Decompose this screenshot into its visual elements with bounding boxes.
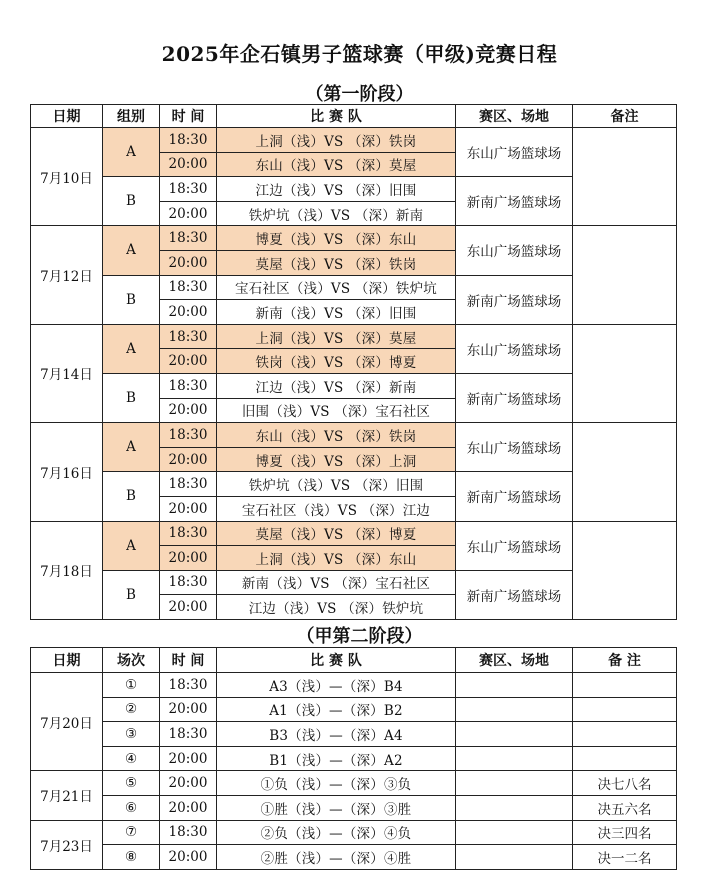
venue-cell: 新南广场篮球场 [456, 373, 573, 422]
header-time: 时 间 [160, 648, 217, 673]
match-cell: 旧围（浅）VS （深）宝石社区 [217, 398, 456, 423]
table-row [31, 771, 677, 796]
table-row [31, 423, 677, 448]
match-cell: 江边（浅）VS （深）新南 [217, 373, 456, 398]
table-row [31, 324, 677, 349]
time-cell: 18:30 [160, 673, 217, 698]
time-cell: 18:30 [160, 472, 217, 497]
time-cell: 18:30 [160, 324, 217, 349]
venue-cell: 东山广场篮球场 [456, 521, 573, 570]
stage2-schedule-table [30, 647, 677, 870]
note-cell [573, 521, 677, 619]
match-cell: 莫屋（浅）VS （深）铁岗 [217, 250, 456, 275]
venue-cell [456, 746, 573, 771]
note-cell [573, 423, 677, 521]
match-cell: 新南（浅）VS （深）旧围 [217, 300, 456, 325]
header-date: 日期 [31, 105, 103, 128]
round-cell: ⑤ [103, 771, 160, 796]
date-cell: 7月23日 [31, 820, 103, 869]
match-cell: 宝石社区（浅）VS （深）铁炉坑 [217, 275, 456, 300]
time-cell: 20:00 [160, 546, 217, 571]
venue-cell: 东山广场篮球场 [456, 423, 573, 472]
time-cell: 18:30 [160, 128, 217, 153]
match-cell: 铁炉坑（浅）VS （深）旧围 [217, 472, 456, 497]
page-title: 2025年企石镇男子篮球赛（甲级)竞赛日程 [161, 42, 558, 66]
date-cell: 7月12日 [31, 226, 103, 324]
time-cell: 20:00 [160, 201, 217, 226]
stage1-schedule-table [30, 104, 677, 620]
match-cell: 宝石社区（浅）VS （深）江边 [217, 496, 456, 521]
venue-cell [456, 673, 573, 698]
header-venue: 赛区、场地 [456, 105, 573, 128]
header-note: 备注 [573, 105, 677, 128]
venue-cell [456, 795, 573, 820]
venue-cell [456, 820, 573, 845]
match-cell: ①负（浅）—（深）③负 [217, 771, 456, 796]
note-cell: 决一二名 [573, 845, 677, 870]
note-cell: 决七八名 [573, 771, 677, 796]
group-cell: B [103, 472, 160, 521]
venue-cell [456, 845, 573, 870]
match-cell: 东山（浅）VS （深）铁岗 [217, 423, 456, 448]
time-cell: 18:30 [160, 177, 217, 202]
match-cell: 新南（浅）VS （深）宝石社区 [217, 570, 456, 595]
match-cell: A1（浅）—（深）B2 [217, 697, 456, 722]
table-row [31, 128, 677, 153]
group-cell: A [103, 128, 160, 177]
time-cell: 18:30 [160, 226, 217, 251]
time-cell: 20:00 [160, 771, 217, 796]
time-cell: 20:00 [160, 697, 217, 722]
match-cell: 铁岗（浅）VS （深）博夏 [217, 349, 456, 374]
date-cell: 7月21日 [31, 771, 103, 820]
venue-cell [456, 771, 573, 796]
match-cell: ②胜（浅）—（深）④胜 [217, 845, 456, 870]
header-date: 日期 [31, 648, 103, 673]
time-cell: 20:00 [160, 746, 217, 771]
match-cell: 莫屋（浅）VS （深）博夏 [217, 521, 456, 546]
table-row [31, 722, 677, 747]
note-cell [573, 673, 677, 698]
match-cell: B3（浅）—（深）A4 [217, 722, 456, 747]
venue-cell: 新南广场篮球场 [456, 275, 573, 324]
table-row [31, 673, 677, 698]
group-cell: B [103, 570, 160, 619]
note-cell: 决五六名 [573, 795, 677, 820]
match-cell: 铁炉坑（浅）VS （深）新南 [217, 201, 456, 226]
match-cell: ①胜（浅）—（深）③胜 [217, 795, 456, 820]
time-cell: 20:00 [160, 250, 217, 275]
group-cell: A [103, 521, 160, 570]
header-venue: 赛区、场地 [456, 648, 573, 673]
header-round: 场次 [103, 648, 160, 673]
table-row [31, 795, 677, 820]
header-match: 比 赛 队 [217, 105, 456, 128]
time-cell: 18:30 [160, 570, 217, 595]
table-row [31, 697, 677, 722]
venue-cell: 东山广场篮球场 [456, 128, 573, 177]
group-cell: A [103, 324, 160, 373]
time-cell: 18:30 [160, 521, 217, 546]
time-cell: 20:00 [160, 447, 217, 472]
table-row [31, 845, 677, 870]
group-cell: A [103, 423, 160, 472]
round-cell: ② [103, 697, 160, 722]
note-cell [573, 697, 677, 722]
date-cell: 7月10日 [31, 128, 103, 226]
venue-cell [456, 722, 573, 747]
table-row [31, 746, 677, 771]
date-cell: 7月14日 [31, 324, 103, 422]
stage1-header-row [31, 105, 677, 128]
time-cell: 20:00 [160, 398, 217, 423]
venue-cell: 新南广场篮球场 [456, 177, 573, 226]
time-cell: 20:00 [160, 496, 217, 521]
match-cell: 江边（浅）VS （深）旧围 [217, 177, 456, 202]
match-cell: B1（浅）—（深）A2 [217, 746, 456, 771]
table-row [31, 521, 677, 546]
note-cell [573, 226, 677, 324]
note-cell [573, 324, 677, 422]
venue-cell: 新南广场篮球场 [456, 570, 573, 619]
match-cell: 上洞（浅）VS （深）东山 [217, 546, 456, 571]
match-cell: A3（浅）—（深）B4 [217, 673, 456, 698]
match-cell: 博夏（浅）VS （深）上洞 [217, 447, 456, 472]
time-cell: 20:00 [160, 349, 217, 374]
match-cell: 东山（浅）VS （深）莫屋 [217, 152, 456, 177]
round-cell: ① [103, 673, 160, 698]
venue-cell: 新南广场篮球场 [456, 472, 573, 521]
note-cell: 决三四名 [573, 820, 677, 845]
time-cell: 18:30 [160, 275, 217, 300]
round-cell: ④ [103, 746, 160, 771]
match-cell: 上洞（浅）VS （深）铁岗 [217, 128, 456, 153]
round-cell: ③ [103, 722, 160, 747]
time-cell: 18:30 [160, 373, 217, 398]
round-cell: ⑦ [103, 820, 160, 845]
note-cell [573, 128, 677, 226]
venue-cell: 东山广场篮球场 [456, 324, 573, 373]
note-cell [573, 722, 677, 747]
match-cell: 江边（浅）VS （深）铁炉坑 [217, 595, 456, 620]
venue-cell: 东山广场篮球场 [456, 226, 573, 275]
note-cell [573, 746, 677, 771]
table-row [31, 820, 677, 845]
table-row [31, 226, 677, 251]
time-cell: 20:00 [160, 152, 217, 177]
time-cell: 20:00 [160, 795, 217, 820]
time-cell: 20:00 [160, 845, 217, 870]
stage2-header-row [31, 648, 677, 673]
match-cell: ②负（浅）—（深）④负 [217, 820, 456, 845]
header-time: 时 间 [160, 105, 217, 128]
header-match: 比 赛 队 [217, 648, 456, 673]
group-cell: A [103, 226, 160, 275]
match-cell: 博夏（浅）VS （深）东山 [217, 226, 456, 251]
time-cell: 20:00 [160, 300, 217, 325]
round-cell: ⑧ [103, 845, 160, 870]
stage2-heading: （甲第二阶段） [296, 626, 423, 647]
match-cell: 上洞（浅）VS （深）莫屋 [217, 324, 456, 349]
date-cell: 7月20日 [31, 673, 103, 771]
header-group: 组别 [103, 105, 160, 128]
group-cell: B [103, 373, 160, 422]
round-cell: ⑥ [103, 795, 160, 820]
group-cell: B [103, 275, 160, 324]
stage1-heading: （第一阶段） [305, 84, 414, 105]
time-cell: 18:30 [160, 820, 217, 845]
time-cell: 20:00 [160, 595, 217, 620]
date-cell: 7月18日 [31, 521, 103, 619]
group-cell: B [103, 177, 160, 226]
time-cell: 18:30 [160, 722, 217, 747]
venue-cell [456, 697, 573, 722]
header-note: 备 注 [573, 648, 677, 673]
time-cell: 18:30 [160, 423, 217, 448]
date-cell: 7月16日 [31, 423, 103, 521]
